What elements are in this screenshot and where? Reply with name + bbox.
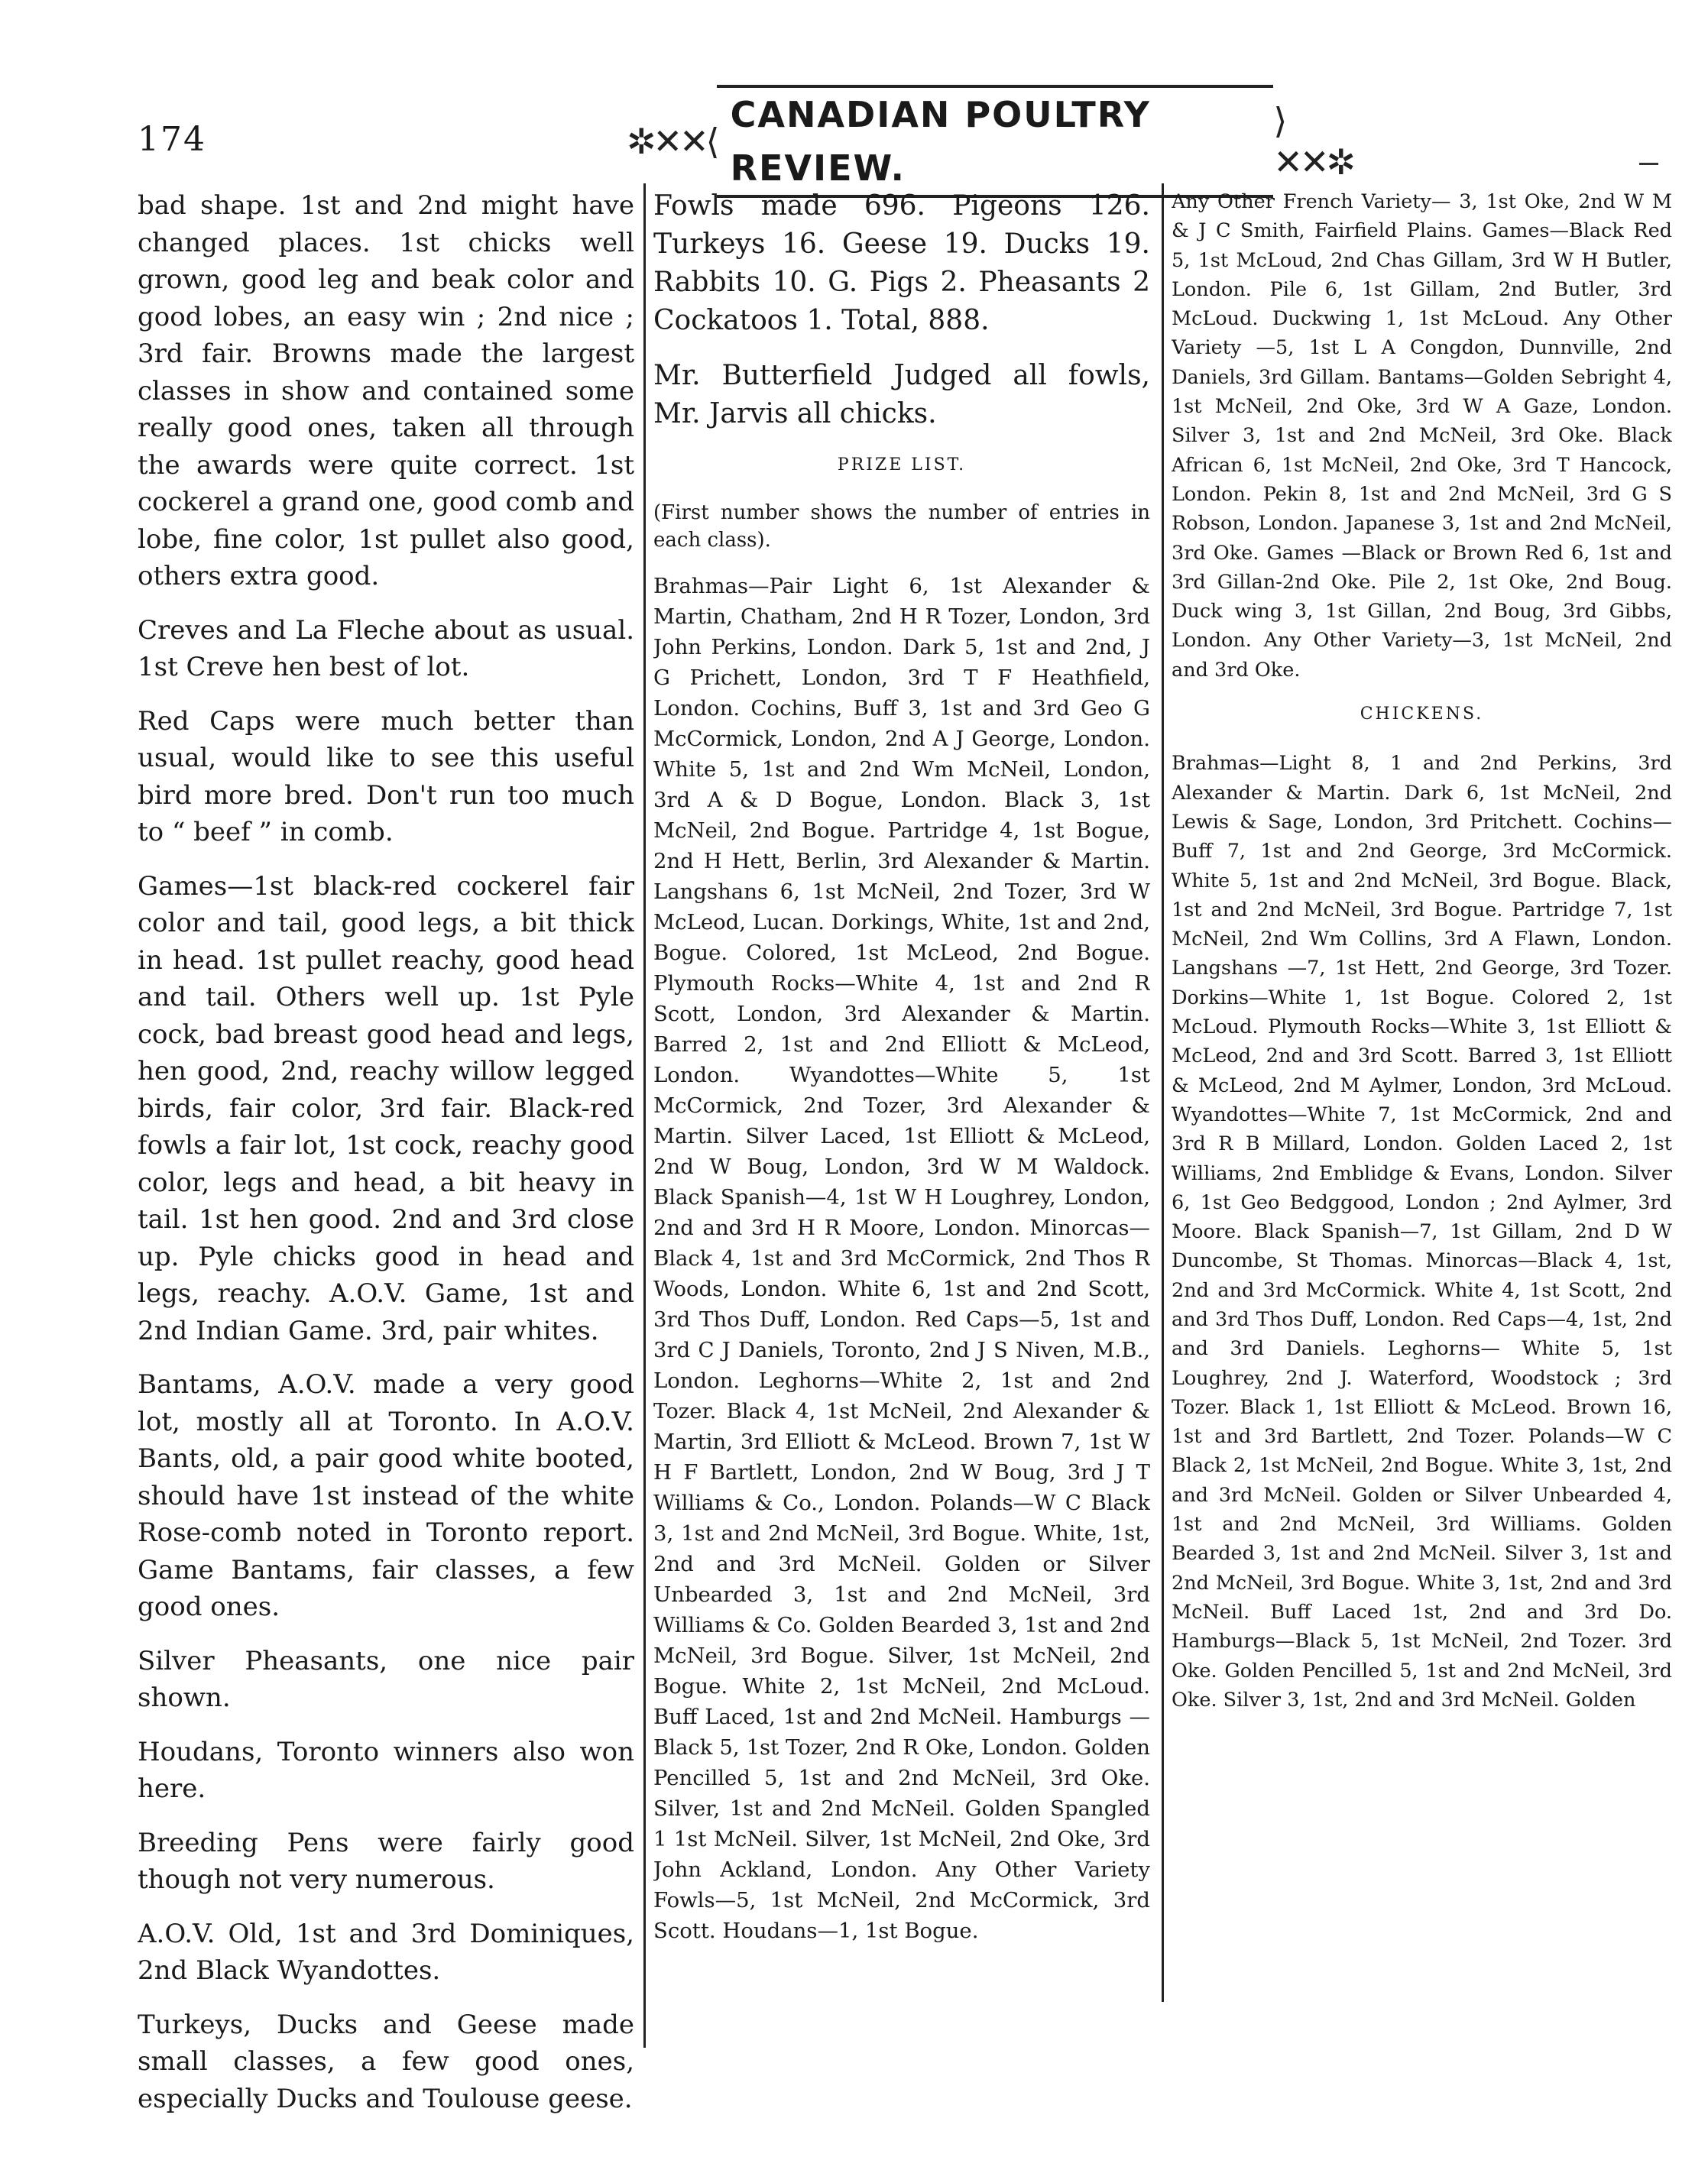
page-number: 174 — [138, 120, 206, 159]
column-divider — [1162, 183, 1164, 2002]
prize-list: Any Other French Variety— 3, 1st Oke, 2nd W M & J C Smith, Fairfield Plains. Games—Black Red 5, 1st McLoud, 2nd Chas Gillam, 3rd W H Butler, London. Pile 6, 1st Gillam, 2nd Butler, 3rd McLoud. Duckwing 1, 1st McLoud. Any Other Variety —5, 1st L A Congdon, Dunnville, 2nd Daniels, 3rd Gillam. Bantams—Golden Sebright 4, 1st McNeil, 2nd Oke, 3rd W A Gaze, London. Silver 3, 1st and 2nd McNeil, 3rd Oke. Black African 6, 1st McNeil, 2nd Oke, 3rd T Hancock, London. Pekin 8, 1st and 2nd McNeil, 3rd G S Robson, London. Japanese 3, 1st and 2nd McNeil, 3rd Oke. Games —Black or Brown Red 6, 1st and 3rd Gillan-2nd Oke. Pile 2, 1st Oke, 2nd Boug. Duck wing 3, 1st Gillan, 2nd Boug, 3rd Gibbs, London. Any Other Variety—3, 1st McNeil, 2nd and 3rd Oke. — [1172, 190, 1672, 682]
paragraph: Games—1st black-red cockerel fair color and tail, good legs, a bit thick in head. 1st pullet reachy, good head and tail. Others well up. 1st Pyle cock, bad breast good head and legs, hen good, 2nd, reachy willow legged birds, fair color, 3rd fair. Black-red fowls a fair lot, 1st cock, reachy good color, legs and head, a bit heavy in tail. 1st hen good. 2nd and 3rd close up. Pyle chicks good in head and legs, reachy. A.O.V. Game, 1st and 2nd Indian Game. 3rd, pair whites. — [138, 870, 634, 1346]
prize-list: Brahmas—Pair Light 6, 1st Alexander & Martin, Chatham, 2nd H R Tozer, London, 3rd John Perkins, London. Dark 5, 1st and 2nd, J G Prichett, London, 3rd T F Heathfield, London. Cochins, Buff 3, 1st and 3rd Geo G McCormick, London, 2nd A J George, London. White 5, 1st and 2nd Wm McNeil, London, 3rd A & D Bogue, London. Black 3, 1st McNeil, 2nd Bogue. Partridge 4, 1st Bogue, 2nd H Hett, Berlin, 3rd Alexander & Martin. Langshans 6, 1st McNeil, 2nd Tozer, 3rd W McLeod, Lucan. Dorkings, White, 1st and 2nd, Bogue. Colored, 1st McLeod, 2nd Bogue. Plymouth Rocks—White 4, 1st and 2nd R Scott, London, 3rd Alexander & Martin. Barred 2, 1st and 2nd Elliott & McLeod, London. Wyandottes—White 5, 1st McCormick, 2nd Tozer, 3rd Alexander & Martin. Silver Laced, 1st Elliott & McLeod, 2nd W Boug, London, 3rd W M Waldock. Black Spanish—4, 1st W H Loughrey, London, 2nd and 3rd H R Moore, London. Minorcas—Black 4, 1st and 3rd McCormick, 2nd Thos R Woods, London. White 6, 1st and 2nd Scott, 3rd Thos Duff, London. Red Caps—5, 1st and 3rd C J Daniels, Toronto, 2nd J S Niven, M.B., London. Leghorns—White 2, 1st and 2nd Tozer. Black 4, 1st McNeil, 2nd Alexander & Martin, 3rd Elliott & McLeod. Brown 7, 1st W H F Bartlett, London, 2nd W Boug, 3rd J T Williams & Co., London. Polands—W C Black 3, 1st and 2nd McNeil, 3rd Bogue. White, 1st, 2nd and 3rd McNeil. Golden or Silver Unbearded 3, 1st and 2nd McNeil, 3rd Williams & Co. Golden Bearded 3, 1st and 2nd McNeil, 3rd Bogue. Silver, 1st McNeil, 2nd Bogue. White 2, 1st McNeil, 2nd McLoud. Buff Laced, 1st and 2nd McNeil. Hamburgs — Black 5, 1st Tozer, 2nd R Oke, London. Golden Pencilled 5, 1st and 2nd McNeil, 3rd Oke. Silver, 1st and 2nd McNeil. Golden Spangled 1 1st McNeil. Silver, 1st McNeil, 2nd Oke, 3rd John Ackland, London. Any Other Variety Fowls—5, 1st McNeil, 2nd McCormick, 3rd Scott. Houdans—1, 1st Bogue. — [653, 574, 1150, 1943]
column-2 — [653, 187, 1150, 1961]
paragraph: Bantams, A.O.V. made a very good lot, mostly all at Toronto. In A.O.V. Bants, old, a pair good white booted, should have 1st instead of the white Rose-comb noted in Toronto report. Game Bantams, fair classes, a few good ones. — [138, 1369, 634, 1622]
paragraph: Breeding Pens were fairly good though not very numerous. — [138, 1827, 634, 1895]
paragraph: Red Caps were much better than usual, would like to see this useful bird more bred. Don't run too much to “ beef ” in comb. — [138, 705, 634, 847]
paragraph: Turkeys, Ducks and Geese made small classes, a few good ones, especially Ducks and Toulouse geese. — [138, 2009, 634, 2114]
paragraph: A.O.V. Old, 1st and 3rd Dominiques, 2nd Black Wyandottes. — [138, 1918, 634, 1986]
paragraph: bad shape. 1st and 2nd might have changed places. 1st chicks well grown, good leg and beak color and good lobes, an easy win ; 2nd nice ; 3rd fair. Browns made the largest classes in show and contained some really good ones, taken all through the awards were quite correct. 1st cockerel a grand one, good comb and lobe, fine color, 1st pullet also good, others extra good. — [138, 190, 634, 591]
section-heading: CHICKENS. — [1360, 704, 1484, 724]
page-header — [138, 94, 1658, 189]
column-3 — [1172, 187, 1672, 1730]
paragraph: Fowls made 696. Pigeons 126. Turkeys 16. Geese 19. Ducks 19. Rabbits 10. G. Pigs 2. Pheasants 2 Cockatoos 1. Total, 888. — [653, 190, 1150, 336]
paragraph: Creves and La Fleche about as usual. 1st Creve hen best of lot. — [138, 614, 634, 682]
section-heading: PRIZE LIST. — [837, 455, 967, 474]
masthead — [627, 94, 1353, 189]
paragraph: Silver Pheasants, one nice pair shown. — [138, 1645, 634, 1713]
prize-list: Brahmas—Light 8, 1 and 2nd Perkins, 3rd Alexander & Martin. Dark 6, 1st McNeil, 2nd Lewis & Sage, London, 3rd Pritchett. Cochins—Buff 7, 1st and 2nd George, 3rd McCormick. White 5, 1st and 2nd McNeil, 3rd Bogue. Black, 1st and 2nd McNeil, 3rd Bogue. Partridge 7, 1st McNeil, 2nd Wm Collins, 3rd A Flawn, London. Langshans —7, 1st Hett, 2nd George, 3rd Tozer. Dorkins—White 1, 1st Bogue. Colored 2, 1st McLoud. Plymouth Rocks—White 3, 1st Elliott & McLeod, 2nd and 3rd Scott. Barred 3, 1st Elliott & McLeod, 2nd M Aylmer, London, 3rd McLoud. Wyandottes—White 7, 1st McCormick, 2nd and 3rd R B Millard, London. Golden Laced 2, 1st Williams, 2nd Emblidge & Evans, London. Silver 6, 1st Geo Bedggood, London ; 2nd Aylmer, 3rd Moore. Black Spanish—7, 1st Gillam, 2nd D W Duncombe, St Thomas. Minorcas—Black 4, 1st, 2nd and 3rd McCormick. White 4, 1st Scott, 2nd and 3rd Thos Duff, London. Red Caps—4, 1st, 2nd and 3rd Daniels. Leghorns— White 5, 1st Loughrey, 2nd J. Waterford, Woodstock ; 3rd Tozer. Black 1, 1st Elliott & McLeod. Brown 16, 1st and 3rd Bartlett, 2nd Tozer. Polands—W C Black 2, 1st McNeil, 2nd Bogue. White 3, 1st, 2nd and 3rd McNeil. Golden or Silver Unbearded 4, 1st and 2nd McNeil, 3rd Williams. Golden Bearded 3, 1st and 2nd McNeil. Silver 3, 1st and 2nd McNeil, 3rd Bogue. White 3, 1st, 2nd and 3rd McNeil. Buff Laced 1st, 2nd and 3rd Do. Hamburgs—Black 5, 1st McNeil, 2nd Tozer. 3rd Oke. Golden Pencilled 5, 1st and 2nd McNeil, 3rd Oke. Silver 3, 1st, 2nd and 3rd McNeil. Golden — [1172, 752, 1672, 1712]
header-rule — [1639, 163, 1658, 165]
column-divider — [643, 183, 646, 2048]
ornament-right-icon: ⟩✕✕✲ — [1273, 100, 1353, 183]
column-1 — [138, 187, 634, 2134]
masthead-title: CANADIAN POULTRY REVIEW. — [717, 85, 1274, 198]
ornament-left-icon: ✲✕✕⟨ — [627, 121, 717, 162]
note: (First number shows the number of entries in each class). — [653, 501, 1150, 552]
paragraph: Mr. Butterfield Judged all fowls, Mr. Jarvis all chicks. — [653, 360, 1150, 429]
paragraph: Houdans, Toronto winners also won here. — [138, 1736, 634, 1804]
